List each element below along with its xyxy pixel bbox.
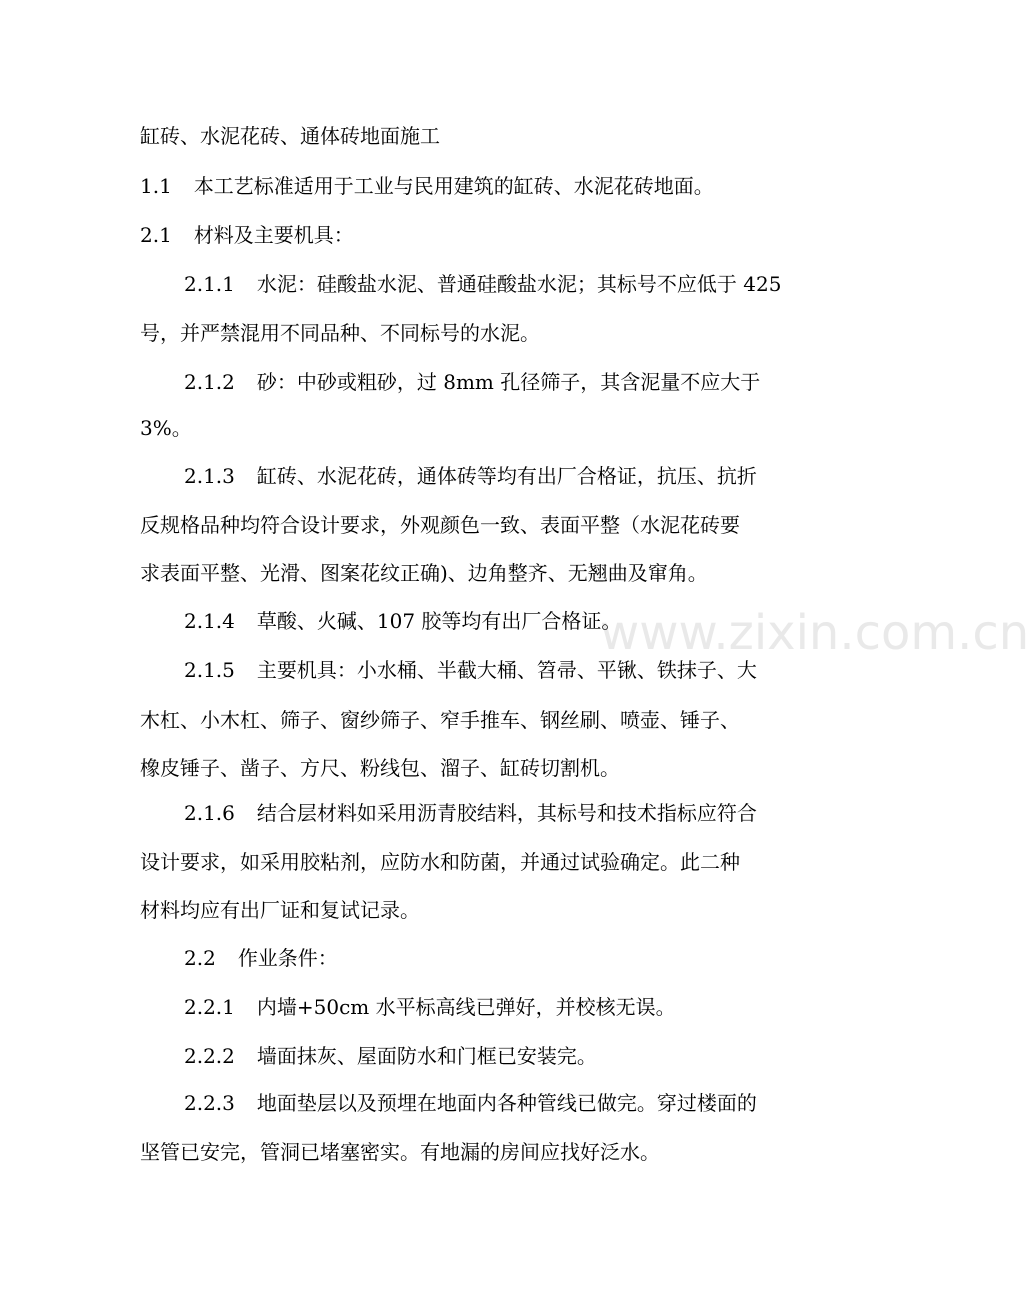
- paragraph-1-1: [140, 174, 714, 198]
- paragraph-text: 草酸、火碱、107 胶等均有出厂合格证。: [256, 609, 622, 633]
- paragraph-text: 本工艺标准适用于工业与民用建筑的缸砖、水泥花砖地面。: [193, 174, 714, 198]
- paragraph-text: 地面垫层以及预埋在地面内各种管线已做完。穿过楼面的: [256, 1091, 757, 1115]
- paragraph-text: 水泥：硅酸盐水泥、普通硅酸盐水泥；其标号不应低于 425: [256, 272, 782, 296]
- watermark: www.zixin.com.cn: [600, 605, 1029, 661]
- section-number: 2.1: [140, 223, 172, 247]
- paragraph-2-2-1: [184, 995, 676, 1019]
- paragraph-2-1-2: [184, 370, 760, 394]
- paragraph-text: 3%。: [140, 416, 192, 440]
- section-number: 2.1.5: [184, 658, 235, 682]
- paragraph-text: 内墙+50cm 水平标高线已弹好，并校核无误。: [256, 995, 676, 1019]
- section-number: 2.2.3: [184, 1091, 235, 1115]
- paragraph-text: 求表面平整、光滑、图案花纹正确)、边角整齐、无翘曲及窜角。: [140, 561, 708, 585]
- section-number: 2.1.4: [184, 609, 235, 633]
- paragraph-text: 号，并严禁混用不同品种、不同标号的水泥。: [140, 321, 540, 345]
- paragraph-text: 设计要求，如采用胶粘剂，应防水和防菌，并通过试验确定。此二种: [140, 850, 740, 874]
- paragraph-text: 缸砖、水泥花砖，通体砖等均有出厂合格证，抗压、抗折: [256, 464, 757, 488]
- section-number: 2.2: [184, 946, 216, 970]
- section-number: 2.1.2: [184, 370, 235, 394]
- paragraph-text: 材料均应有出厂证和复试记录。: [140, 898, 420, 922]
- paragraph-text: 砂：中砂或粗砂，过 8mm 孔径筛子，其含泥量不应大于: [256, 370, 761, 394]
- paragraph-text: 坚管已安完，管洞已堵塞密实。有地漏的房间应找好泛水。: [140, 1140, 660, 1164]
- paragraph-2-2-2: [184, 1044, 597, 1068]
- paragraph-text: 反规格品种均符合设计要求，外观颜色一致、表面平整（水泥花砖要: [140, 513, 740, 537]
- paragraph-2-2: [184, 946, 338, 970]
- paragraph-text: 材料及主要机具：: [193, 223, 354, 247]
- paragraph-text: 主要机具：小水桶、半截大桶、笤帚、平锹、铁抹子、大: [256, 658, 757, 682]
- paragraph-text: 橡皮锤子、凿子、方尺、粉线包、溜子、缸砖切割机。: [140, 756, 620, 780]
- section-number: 1.1: [140, 174, 172, 198]
- paragraph-2-1-4: [184, 609, 621, 633]
- document-title: 缸砖、水泥花砖、通体砖地面施工: [140, 124, 440, 148]
- paragraph-2-1-6: [184, 801, 757, 825]
- section-number: 2.1.1: [184, 272, 235, 296]
- paragraph-2-2-3: [184, 1091, 757, 1115]
- paragraph-2-1-3: [184, 464, 757, 488]
- paragraph-2-1-5: [184, 658, 757, 682]
- paragraph-2-1: [140, 223, 354, 247]
- section-number: 2.2.1: [184, 995, 235, 1019]
- paragraph-2-1-1: [184, 272, 781, 296]
- paragraph-text: 作业条件：: [237, 946, 338, 970]
- paragraph-text: 墙面抹灰、屋面防水和门框已安装完。: [256, 1044, 597, 1068]
- paragraph-text: 木杠、小木杠、筛子、窗纱筛子、窄手推车、钢丝刷、喷壶、锤子、: [140, 708, 740, 732]
- section-number: 2.2.2: [184, 1044, 235, 1068]
- paragraph-text: 结合层材料如采用沥青胶结料，其标号和技术指标应符合: [256, 801, 757, 825]
- section-number: 2.1.3: [184, 464, 235, 488]
- section-number: 2.1.6: [184, 801, 235, 825]
